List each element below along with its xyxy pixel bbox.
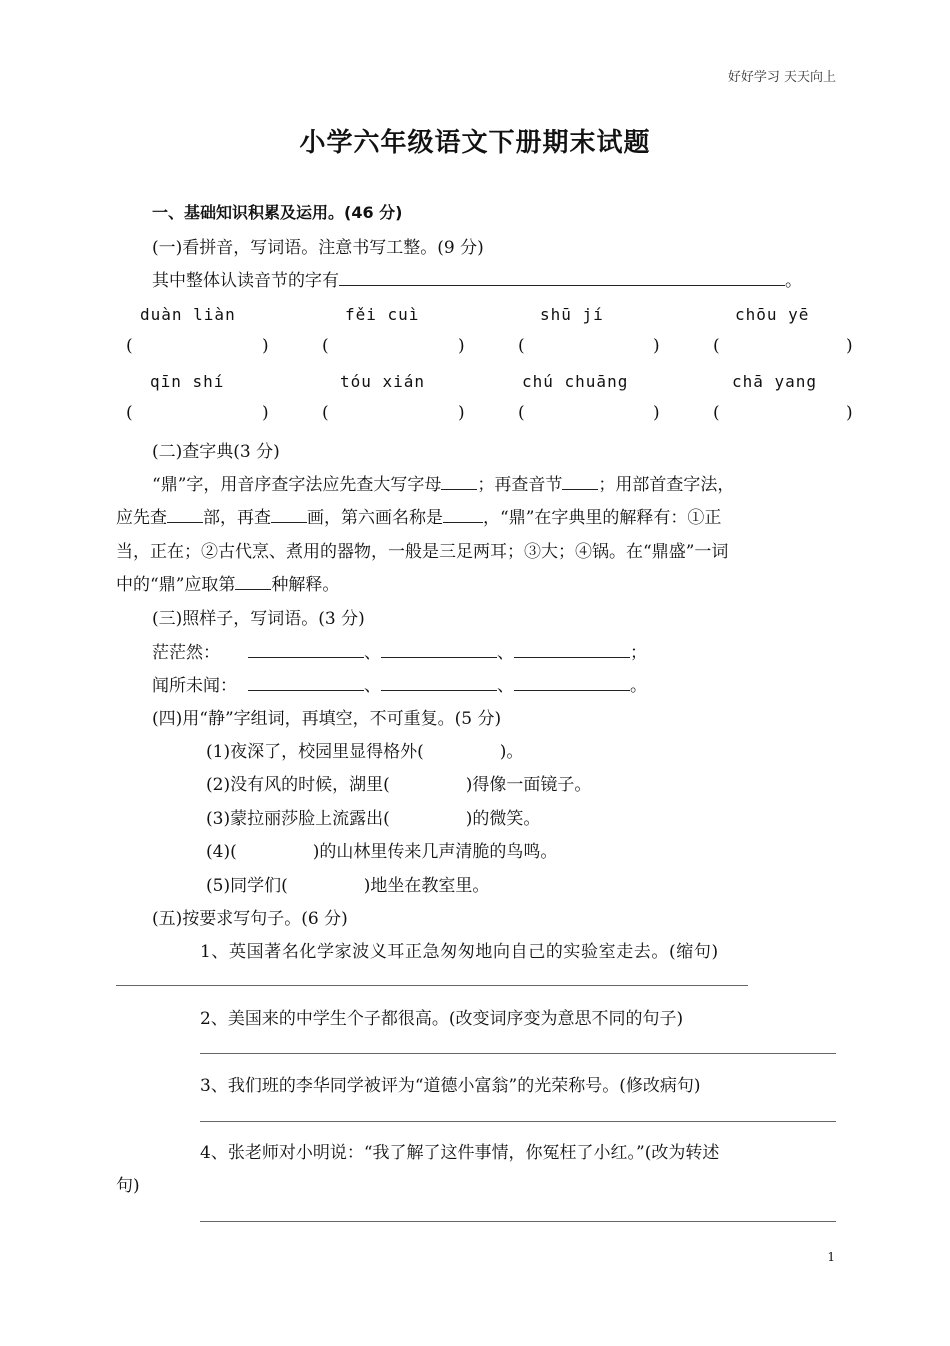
word-blank[interactable]: [381, 640, 497, 658]
part2-heading: (二)查字典(3 分): [152, 442, 280, 462]
whole-syllable-line: 其中整体认读音节的字有 。: [152, 266, 802, 291]
part3-example2-blanks: 、 、 。: [248, 671, 647, 696]
page-number: 1: [827, 1250, 835, 1264]
answer-box-6-close: ): [458, 403, 465, 423]
answer-box-1-close: ): [262, 336, 269, 356]
part4-item-5: (5)同学们( )地坐在教室里。: [206, 876, 490, 896]
part4-item-4: (4)( )的山林里传来几声清脆的鸟鸣。: [206, 842, 558, 862]
part2-line2: 应先查 部，再查 画，第六画名称是 ，“鼎”在字典里的解释有：①正: [116, 503, 721, 528]
word-blank[interactable]: [248, 640, 364, 658]
whole-syllable-prompt: 其中整体认读音节的字有: [152, 271, 339, 291]
pinyin-4: chōu yē: [735, 305, 810, 324]
stroke-name-blank[interactable]: [443, 505, 483, 523]
answer-line-2[interactable]: [200, 1053, 836, 1054]
word-blank[interactable]: [514, 673, 630, 691]
letter-blank[interactable]: [441, 472, 477, 490]
part5-question-4: 4、张老师对小明说：“我了解了这件事情，你冤枉了小红。”(改为转述: [200, 1143, 720, 1163]
part2-line1: “鼎”字，用音序查字法应先查大写字母 ；再查音节 ；用部首查字法，: [152, 470, 734, 495]
part3-heading: (三)照样子，写词语。(3 分): [152, 609, 365, 629]
answer-line-3[interactable]: [200, 1121, 836, 1122]
part4-item-2: (2)没有风的时候，湖里( )得像一面镜子。: [206, 775, 592, 795]
answer-line-1[interactable]: [116, 985, 748, 986]
meaning-blank[interactable]: [235, 572, 271, 590]
answer-box-2-open: (: [322, 336, 329, 356]
part2-line4: 中的“鼎”应取第 种解释。: [116, 570, 339, 595]
word-blank[interactable]: [248, 673, 364, 691]
radical-blank[interactable]: [167, 505, 203, 523]
word-blank[interactable]: [381, 673, 497, 691]
whole-syllable-blank[interactable]: [339, 268, 785, 286]
answer-box-6-open: (: [322, 403, 329, 423]
part4-item-3: (3)蒙拉丽莎脸上流露出( )的微笑。: [206, 809, 541, 829]
strokes-blank[interactable]: [271, 505, 307, 523]
page-title: 小学六年级语文下册期末试题: [299, 128, 651, 158]
pinyin-5: qīn shí: [150, 372, 225, 391]
part2-line3: 当，正在；②古代烹、煮用的器物，一般是三足两耳；③大；④锅。在“鼎盛”一词: [116, 542, 729, 562]
answer-box-4-close: ): [846, 336, 853, 356]
part3-example2-label: 闻所未闻：: [152, 676, 237, 696]
part5-question-4-cont: 句): [116, 1176, 140, 1196]
answer-box-8-close: ): [846, 403, 853, 423]
answer-box-5-open: (: [126, 403, 133, 423]
part3-example1-blanks: 、 、 ；: [248, 638, 647, 663]
pinyin-6: tóu xián: [340, 372, 426, 391]
part5-question-1: 1、英国著名化学家波义耳正急匆匆地向自己的实验室走去。(缩句): [200, 942, 719, 962]
answer-box-4-open: (: [713, 336, 720, 356]
answer-box-5-close: ): [262, 403, 269, 423]
answer-box-3-close: ): [653, 336, 660, 356]
section-1-heading: 一、基础知识积累及运用。(46 分): [152, 203, 403, 222]
part4-heading: (四)用“静”字组词，再填空，不可重复。(5 分): [152, 709, 502, 729]
part5-question-3: 3、我们班的李华同学被评为“道德小富翁”的光荣称号。(修改病句): [200, 1076, 701, 1096]
part5-question-2: 2、美国来的中学生个子都很高。(改变词序变为意思不同的句子): [200, 1009, 684, 1029]
pinyin-3: shū jí: [540, 305, 604, 324]
header-motto: 好好学习 天天向上: [727, 70, 836, 85]
part4-item-1: (1)夜深了，校园里显得格外( )。: [206, 742, 524, 762]
answer-box-1-open: (: [126, 336, 133, 356]
answer-box-3-open: (: [518, 336, 525, 356]
answer-box-8-open: (: [713, 403, 720, 423]
word-blank[interactable]: [514, 640, 630, 658]
pinyin-7: chú chuāng: [522, 372, 629, 391]
pinyin-1: duàn liàn: [140, 305, 236, 324]
pinyin-2: fěi cuì: [345, 305, 420, 324]
part5-heading: (五)按要求写句子。(6 分): [152, 909, 348, 929]
answer-box-7-open: (: [518, 403, 525, 423]
part3-example1-label: 茫茫然：: [152, 643, 220, 663]
part1-heading: (一)看拼音，写词语。注意书写工整。(9 分): [152, 238, 484, 258]
syllable-blank[interactable]: [562, 472, 598, 490]
answer-line-4[interactable]: [200, 1221, 836, 1222]
pinyin-8: chā yang: [732, 372, 818, 391]
answer-box-2-close: ): [458, 336, 465, 356]
answer-box-7-close: ): [653, 403, 660, 423]
